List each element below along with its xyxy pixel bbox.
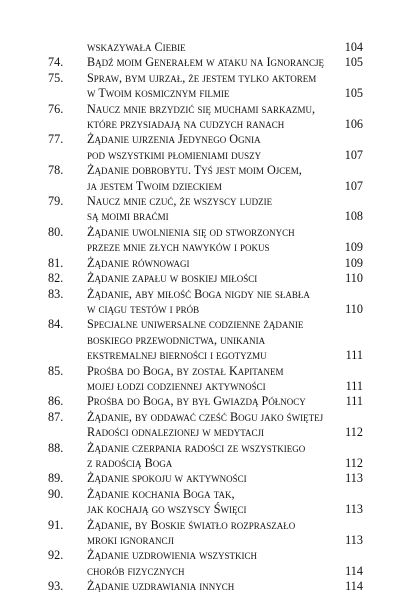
- entry-title-line: [87, 425, 363, 440]
- entry-number: 79.: [48, 194, 64, 209]
- entry-body: [87, 579, 363, 594]
- entry-number: 87.: [48, 409, 64, 424]
- toc-entry: [48, 225, 363, 256]
- entry-body: [87, 71, 363, 102]
- entry-number: 83.: [48, 286, 64, 301]
- toc-entry: [48, 40, 363, 55]
- entry-body: [87, 132, 363, 163]
- entry-title-text: Radości odnalezionej w medytacji: [87, 425, 265, 440]
- entry-page-number: 114: [345, 579, 363, 594]
- entry-number: 93.: [48, 579, 64, 594]
- entry-page-number: 107: [344, 147, 363, 162]
- entry-body: [87, 394, 363, 409]
- toc-entry: [48, 487, 363, 518]
- entry-number: 81.: [48, 255, 64, 270]
- entry-title-text: w ciągu testów i prób: [87, 301, 200, 316]
- entry-body: [87, 287, 363, 318]
- entry-title-text: które przysiadają na cudzych ranach: [87, 117, 285, 132]
- toc-entry: [48, 471, 363, 486]
- entry-body: [87, 487, 363, 518]
- entry-title-text: Bądź moim Generałem w ataku na Ignorancję: [87, 55, 325, 70]
- entry-title-text: boskiego przewodnictwa, unikania: [87, 332, 266, 347]
- entry-title-line: [87, 117, 363, 132]
- toc-entry: [48, 271, 363, 286]
- entry-page-number: 113: [345, 533, 363, 547]
- entry-title-text: Żądanie kochania Boga tak,: [87, 486, 235, 501]
- entry-number: 78.: [48, 163, 64, 178]
- entry-body: [87, 518, 363, 549]
- toc-entry: [48, 548, 363, 579]
- entry-number: 89.: [48, 471, 64, 486]
- entry-number: 80.: [48, 224, 64, 239]
- entry-body: [87, 256, 363, 271]
- entry-title-line: [87, 271, 363, 286]
- entry-title-line: [87, 225, 363, 240]
- entry-title-line: [87, 287, 363, 302]
- entry-page-number: 104: [344, 40, 363, 54]
- entry-title-text: Naucz mnie brzydzić się muchami sarkazmu,: [87, 101, 316, 116]
- entry-title-line: [87, 533, 363, 548]
- entry-title-line: [87, 518, 363, 533]
- entry-title-line: [87, 502, 363, 517]
- entry-number: 75.: [48, 70, 64, 85]
- entry-number: 84.: [48, 317, 64, 332]
- entry-title-line: [87, 194, 363, 209]
- entry-body: [87, 163, 363, 194]
- entry-body: [87, 55, 363, 70]
- toc-entry: [48, 194, 363, 225]
- toc-entry: [48, 579, 363, 594]
- entry-body: [87, 471, 363, 486]
- entry-number: 82.: [48, 271, 64, 286]
- entry-title-text: Żądanie, by Boskie światło rozpraszało: [87, 517, 296, 532]
- entry-body: [87, 441, 363, 472]
- entry-page-number: 106: [344, 117, 363, 132]
- entry-title-text: przeze mnie złych nawyków i pokus: [87, 240, 270, 255]
- entry-body: [87, 225, 363, 256]
- toc-entry: [48, 102, 363, 133]
- entry-title-line: [87, 71, 363, 86]
- entry-title-text: z radością Boga: [87, 455, 173, 470]
- entry-title-text: w Twoim kosmicznym filmie: [87, 86, 230, 101]
- entry-title-text: mroki ignorancji: [87, 533, 175, 547]
- entry-title-line: [87, 86, 363, 101]
- entry-title-line: [87, 348, 363, 363]
- entry-title-line: [87, 179, 363, 194]
- entry-body: [87, 410, 363, 441]
- toc-entry: [48, 256, 363, 271]
- entry-title-line: [87, 102, 363, 117]
- entry-title-line: [87, 564, 363, 579]
- entry-title-line: [87, 333, 363, 348]
- entry-page-number: 110: [345, 301, 363, 316]
- entry-title-text: Prośba do Boga, by był Gwiazdą Północy: [87, 394, 306, 409]
- entry-title-line: [87, 471, 363, 486]
- entry-page-number: 112: [345, 455, 363, 470]
- entry-title-line: [87, 240, 363, 255]
- entry-title-text: mojej łodzi codziennej aktywności: [87, 378, 266, 393]
- entry-body: [87, 364, 363, 395]
- entry-title-line: [87, 548, 363, 563]
- entry-number: 92.: [48, 548, 64, 563]
- entry-page-number: 105: [344, 55, 363, 70]
- entry-title-line: [87, 148, 363, 163]
- entry-body: [87, 194, 363, 225]
- entry-title-text: Specjalne uniwersalne codzienne żądanie: [87, 317, 304, 332]
- entry-number: 91.: [48, 517, 64, 532]
- entry-title-text: chorób fizycznych: [87, 563, 185, 578]
- entry-title-text: wskazywała Ciebie: [87, 40, 186, 54]
- toc-entry: [48, 287, 363, 318]
- toc-entry: [48, 410, 363, 441]
- entry-title-text: ja jestem Twoim dzieckiem: [87, 178, 222, 193]
- entry-title-text: Żądanie uzdrawiania innych: [87, 579, 235, 594]
- entry-title-text: Spraw, bym ujrzał, że jestem tylko aktorem: [87, 70, 317, 85]
- entry-number: 90.: [48, 486, 64, 501]
- table-of-contents: [48, 40, 363, 595]
- entry-title-line: [87, 132, 363, 147]
- entry-number: 76.: [48, 101, 64, 116]
- entry-title-line: [87, 456, 363, 471]
- entry-title-line: [87, 487, 363, 502]
- entry-title-text: Żądanie, aby miłość Boga nigdy nie słabła: [87, 286, 310, 301]
- entry-page-number: 108: [344, 209, 363, 224]
- toc-entry: [48, 55, 363, 70]
- entry-title-line: [87, 317, 363, 332]
- entry-page-number: 105: [344, 86, 363, 101]
- entry-page-number: 113: [345, 502, 363, 517]
- entry-page-number: 109: [344, 240, 363, 255]
- entry-title-line: [87, 379, 363, 394]
- entry-title-line: [87, 163, 363, 178]
- entry-title-line: [87, 302, 363, 317]
- entry-page-number: 114: [345, 563, 363, 578]
- entry-title-text: ekstremalnej bierności i egotyzmu: [87, 348, 267, 363]
- entry-title-text: pod wszystkimi płomieniami duszy: [87, 147, 262, 162]
- entry-title-line: [87, 441, 363, 456]
- entry-number: 74.: [48, 55, 64, 70]
- entry-title-text: Żądanie spokoju w aktywności: [87, 471, 247, 486]
- entry-number: 86.: [48, 394, 64, 409]
- entry-title-text: Żądanie dobrobytu. Tyś jest moim Ojcem,: [87, 163, 302, 178]
- entry-title-line: [87, 364, 363, 379]
- entry-title-text: Żądanie równowagi: [87, 255, 190, 270]
- entry-page-number: 112: [345, 425, 363, 440]
- entry-title-text: Żądanie zapału w boskiej miłości: [87, 271, 258, 286]
- entry-body: [87, 317, 363, 363]
- entry-page-number: 111: [345, 348, 363, 363]
- entry-title-text: są moimi braćmi: [87, 209, 169, 224]
- entry-body: [87, 548, 363, 579]
- toc-entry: [48, 317, 363, 363]
- entry-body: [87, 102, 363, 133]
- entry-page-number: 110: [345, 271, 363, 286]
- entry-title-text: Żądanie uwolnienia się od stworzonych: [87, 224, 295, 239]
- entry-body: [87, 271, 363, 286]
- toc-entry: [48, 518, 363, 549]
- toc-entry: [48, 364, 363, 395]
- entry-page-number: 107: [344, 178, 363, 193]
- entry-title-line: [87, 55, 363, 70]
- entry-title-line: [87, 579, 363, 594]
- entry-title-text: Prośba do Boga, by został Kapitanem: [87, 363, 284, 378]
- toc-entry: [48, 441, 363, 472]
- entry-title-line: [87, 256, 363, 271]
- toc-entry: [48, 132, 363, 163]
- entry-title-line: [87, 40, 363, 55]
- entry-title-text: Żądanie ujrzenia Jedynego Ognia: [87, 132, 261, 147]
- entry-title-text: Żądanie uzdrowienia wszystkich: [87, 548, 258, 563]
- toc-entry: [48, 163, 363, 194]
- entry-title-text: Żądanie, by oddawać cześć Bogu jako świętej: [87, 409, 324, 424]
- entry-body: [87, 40, 363, 55]
- entry-number: 88.: [48, 440, 64, 455]
- entry-page-number: 113: [345, 471, 363, 486]
- entry-page-number: 111: [345, 378, 363, 393]
- entry-title-line: [87, 394, 363, 409]
- entry-page-number: 111: [345, 394, 363, 409]
- entry-title-line: [87, 209, 363, 224]
- toc-entry: [48, 71, 363, 102]
- entry-title-text: jak kochają go wszyscy Święci: [87, 502, 247, 517]
- entry-title-line: [87, 410, 363, 425]
- entry-title-text: Żądanie czerpania radości ze wszystkiego: [87, 440, 306, 455]
- entry-number: 77.: [48, 132, 64, 147]
- entry-number: 85.: [48, 363, 64, 378]
- entry-title-text: Naucz mnie czuć, że wszyscy ludzie: [87, 194, 273, 209]
- toc-entry: [48, 394, 363, 409]
- entry-page-number: 109: [344, 255, 363, 270]
